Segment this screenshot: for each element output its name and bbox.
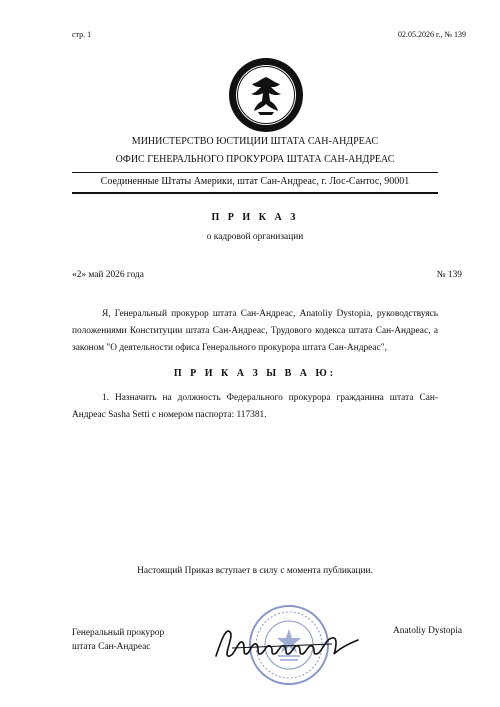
order-number: № 139 bbox=[436, 270, 462, 280]
rule-bottom bbox=[72, 192, 438, 194]
order-item-1: 1. Назначить на должность Федерального прокурора гражданина штата Сан-Андреас Sasha Setti с номером паспорта: 117381. bbox=[72, 393, 438, 420]
effective-clause: Настоящий Приказ вступает в силу с момента публикации. bbox=[137, 566, 373, 576]
signatory-position-line1: Генеральный прокурор bbox=[72, 628, 165, 638]
directive-heading: П Р И К А З Ы В А Ю: bbox=[173, 368, 337, 379]
order-subtitle: о кадровой организации bbox=[206, 232, 304, 242]
page-number: стр. 1 bbox=[72, 30, 92, 39]
order-date: «2» май 2026 года bbox=[72, 270, 144, 280]
handwritten-signature bbox=[212, 618, 362, 668]
office-title: ОФИС ГЕНЕРАЛЬНОГО ПРОКУРОРА ШТАТА САН-АНДРЕАС bbox=[115, 154, 395, 165]
document-date-number: 02.05.2026 г., № 139 bbox=[397, 30, 466, 39]
signatory-position bbox=[72, 626, 164, 654]
preamble-paragraph: Я, Генеральный прокурор штата Сан-Андреас, Anatoliy Dystopia, руководствуясь положениями Конституции штата Сан-Андреас, Трудового кодекса штата Сан-Андреас, а законом "О деятельности офиса Генерального прокурора штата Сан-Андреас", bbox=[72, 309, 438, 353]
signatory-name: Anatoliy Dystopia bbox=[392, 626, 462, 636]
order-title: П Р И К А З bbox=[211, 212, 299, 223]
address-line: Соединенные Штаты Америки, штат Сан-Андреас, г. Лос-Сантос, 90001 bbox=[100, 176, 410, 187]
signatory-position-line2: штата Сан-Андреас bbox=[72, 642, 151, 652]
rule-top bbox=[72, 172, 438, 173]
doj-seal bbox=[228, 57, 304, 133]
ministry-title: МИНИСТЕРСТВО ЮСТИЦИИ ШТАТА САН-АНДРЕАС bbox=[131, 136, 379, 147]
